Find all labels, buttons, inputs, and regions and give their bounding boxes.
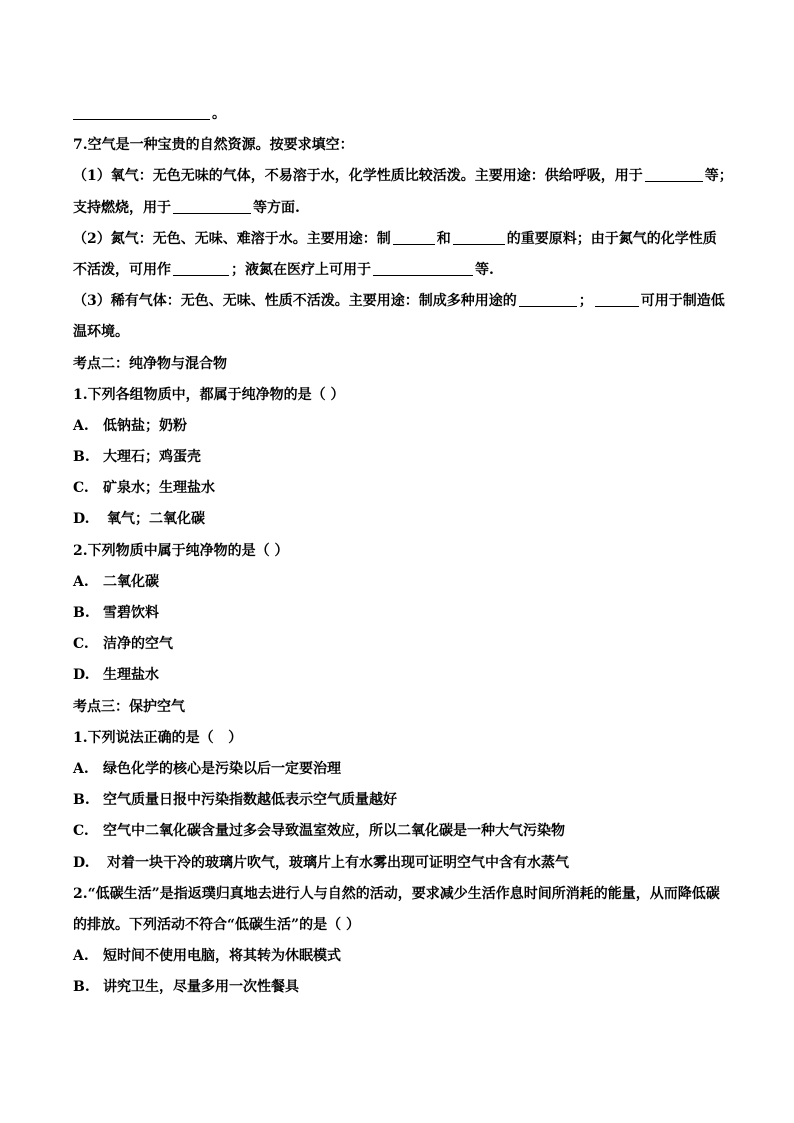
answer-blank (73, 106, 210, 120)
answer-blank (173, 262, 229, 276)
fill-text: ；液氮在医疗上可用于 (231, 261, 371, 278)
option-label: A. (73, 417, 89, 434)
option-row (73, 567, 738, 598)
option-label: A. (73, 948, 89, 965)
option-label: A. (73, 760, 89, 777)
question-stem-text: 1.下列各组物质中，都属于纯净物的是（ ） (73, 386, 345, 403)
option-text: 洁净的空气 (103, 636, 173, 653)
answer-blank (645, 168, 703, 182)
fill-text: 可用于制造低 (640, 293, 725, 310)
option-label: A. (73, 573, 89, 590)
question-stem (73, 380, 738, 411)
question-7-part-3-line-1 (73, 286, 738, 317)
section-title (73, 692, 738, 723)
fill-text: 等； (704, 168, 733, 185)
option-label: B. (73, 449, 90, 466)
option-text: 讲究卫生，尽量多用一次性餐具 (103, 979, 299, 996)
option-text: 绿色化学的核心是污染以后一定要治理 (103, 760, 341, 777)
option-text: 生理盐水 (103, 667, 159, 684)
question-stem (73, 130, 738, 161)
option-row (73, 504, 738, 535)
option-row (73, 473, 738, 504)
answer-blank (519, 293, 577, 307)
option-text: 低钠盐；奶粉 (103, 417, 187, 434)
option-row (73, 972, 738, 1003)
option-label: C. (73, 823, 89, 840)
option-text: 二氧化碳 (103, 573, 159, 590)
option-label: B. (73, 979, 90, 996)
option-text: 大理石；鸡蛋壳 (103, 449, 201, 466)
option-row (73, 816, 738, 847)
option-row (73, 660, 738, 691)
question-stem-continued (73, 910, 738, 941)
option-label: B. (73, 792, 90, 809)
option-row (73, 411, 738, 442)
answer-blank (393, 231, 435, 245)
question-stem (73, 879, 738, 910)
question-7-part-2-line-1 (73, 224, 738, 255)
option-text: 矿泉水；生理盐水 (103, 480, 215, 497)
question-7-stem: 7.空气是一种宝贵的自然资源。按要求填空： (73, 137, 354, 154)
option-text: 氧气；二氧化碳 (107, 511, 205, 528)
option-row (73, 629, 738, 660)
option-row (73, 848, 738, 879)
option-text: 雪碧饮料 (103, 605, 159, 621)
option-text: 短时间不使用电脑，将其转为休眠模式 (103, 948, 341, 965)
question-7-part-2-line-2 (73, 255, 738, 286)
fill-text: 不活泼，可用作 (73, 261, 171, 278)
option-row (73, 941, 738, 972)
fill-text: 和 (436, 230, 451, 247)
section-2-title: 考点二：纯净物与混合物 (73, 355, 227, 372)
question-stem (73, 536, 738, 567)
option-label: D. (73, 854, 90, 871)
question-stem-text: 2.“低碳生活”是指返璞归真地去进行人与自然的活动，要求减少生活作息时间所消耗的能量，从而降低碳 (73, 885, 720, 902)
sentence-end: 。 (212, 106, 226, 122)
answer-blank (453, 231, 505, 245)
section-title (73, 349, 738, 380)
fill-text: （2）氮气：无色、无味、难溶于水。主要用途：制 (73, 230, 391, 247)
question-7-part-3-line-2 (73, 317, 738, 348)
section-3-title: 考点三：保护空气 (73, 698, 185, 715)
fill-text: 支持燃烧，用于 (73, 199, 171, 216)
option-text: 空气中二氧化碳含量过多会导致温室效应，所以二氧化碳是一种大气污染物 (103, 823, 565, 840)
question-7-part-1-line-1 (73, 161, 738, 192)
prev-answer-line (73, 99, 738, 130)
fill-text: （1）氧气：无色无味的气体，不易溶于水，化学性质比较活泼。主要用途：供给呼吸，用于 (73, 168, 643, 185)
question-stem (73, 723, 738, 754)
option-row (73, 754, 738, 785)
option-label: C. (73, 480, 89, 497)
question-stem-text: 的排放。下列活动不符合“低碳生活”的是（ ） (73, 916, 360, 933)
option-row (73, 785, 738, 816)
option-label: D. (73, 511, 90, 528)
option-label: D. (73, 667, 90, 684)
answer-blank (595, 293, 639, 307)
answer-blank (373, 262, 473, 276)
fill-text: ； (578, 293, 593, 310)
option-row (73, 442, 738, 473)
fill-text: 等. (475, 261, 494, 278)
fill-text: 的重要原料；由于氮气的化学性质 (506, 230, 717, 247)
question-7-part-1-line-2 (73, 193, 738, 224)
option-label: B. (73, 605, 90, 621)
fill-text: 温环境。 (73, 324, 129, 341)
option-text: 对着一块干冷的玻璃片吹气，玻璃片上有水雾出现可证明空气中含有水蒸气 (107, 854, 569, 871)
option-row (73, 598, 738, 629)
fill-text: （3）稀有气体：无色、无味、性质不活泼。主要用途：制成多种用途的 (73, 293, 517, 310)
fill-text: 等方面. (253, 199, 300, 216)
document-content (73, 99, 738, 1003)
option-text: 空气质量日报中污染指数越低表示空气质量越好 (103, 792, 397, 809)
question-stem-text: 2.下列物质中属于纯净物的是（ ） (73, 542, 289, 559)
question-stem-text: 1.下列说法正确的是（ ） (73, 729, 243, 746)
option-label: C. (73, 636, 89, 653)
answer-blank (173, 200, 251, 214)
